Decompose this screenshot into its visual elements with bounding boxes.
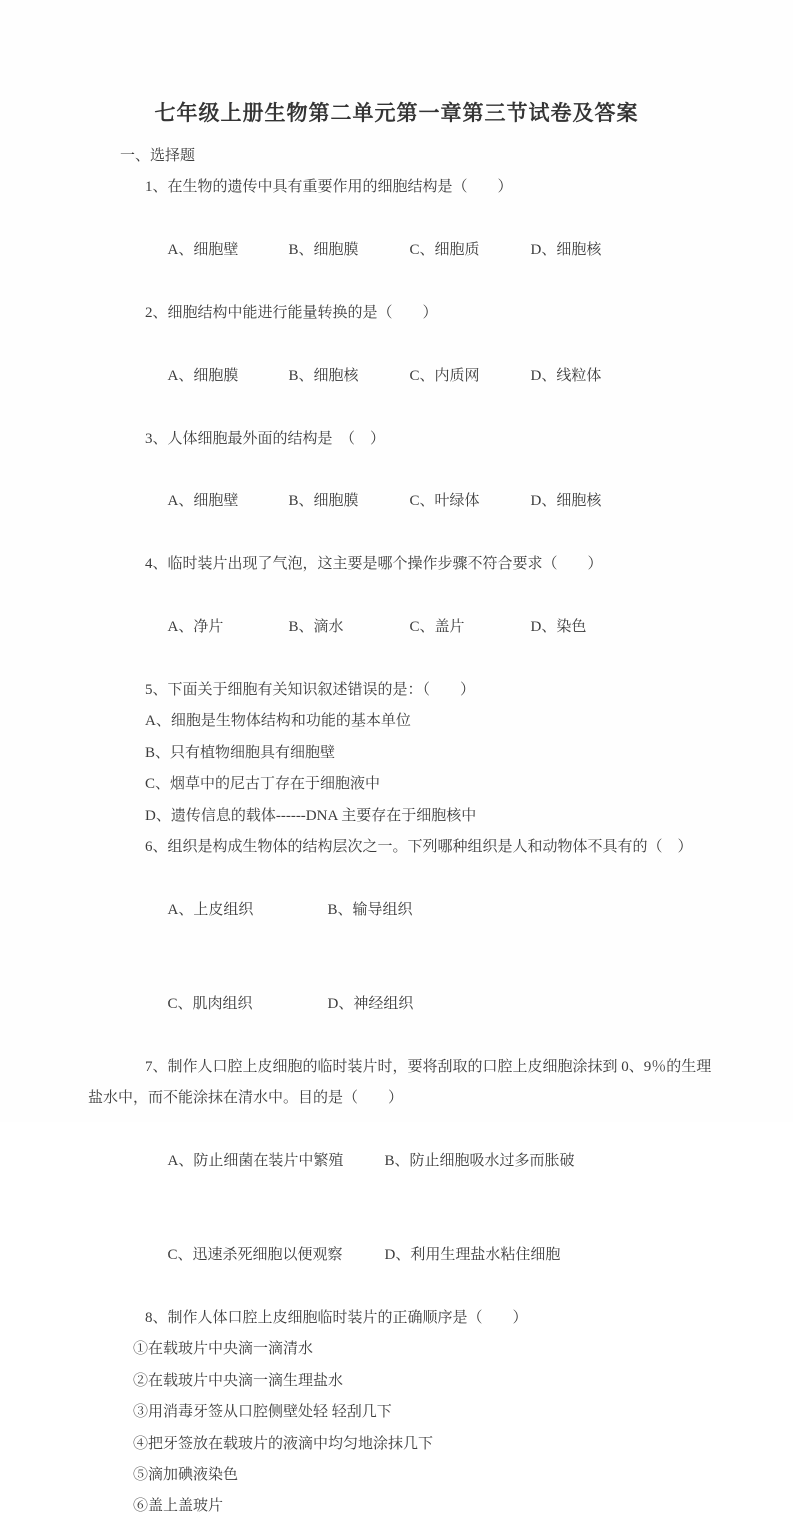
question-8-step-6: ⑥盖上盖玻片 bbox=[133, 1498, 224, 1515]
option-7-c: C、迅速杀死细胞以便观察 bbox=[167, 1247, 343, 1264]
question-2-options bbox=[88, 329, 713, 423]
option-4-b: B、滴水 bbox=[288, 619, 344, 636]
question-2-text: 2、细胞结构中能进行能量转换的是（ ） bbox=[145, 305, 438, 322]
option-6-b: B、输导组织 bbox=[327, 901, 413, 918]
option-6-c: C、肌肉组织 bbox=[167, 995, 253, 1012]
option-5-c: C、烟草中的尼古丁存在于细胞液中 bbox=[145, 776, 381, 793]
question-3-options bbox=[88, 455, 713, 549]
option-2-b: B、细胞核 bbox=[288, 367, 359, 384]
question-1-options bbox=[88, 204, 713, 298]
option-3-c: C、叶绿体 bbox=[409, 493, 480, 510]
option-3-b: B、细胞膜 bbox=[288, 493, 359, 510]
option-2-a: A、细胞膜 bbox=[167, 367, 239, 384]
option-7-d: D、利用生理盐水粘住细胞 bbox=[384, 1247, 561, 1264]
question-8-step-1: ①在载玻片中央滴一滴清水 bbox=[133, 1341, 314, 1358]
option-4-c: C、盖片 bbox=[409, 619, 465, 636]
question-6-options-row-1 bbox=[88, 863, 713, 957]
option-6-a: A、上皮组织 bbox=[167, 901, 254, 918]
question-6-options-row-2 bbox=[88, 958, 713, 1052]
option-1-b: B、细胞膜 bbox=[288, 242, 359, 259]
option-3-d: D、细胞核 bbox=[530, 493, 602, 510]
question-3-text: 3、人体细胞最外面的结构是 （ ） bbox=[145, 430, 386, 447]
option-7-a: A、防止细菌在装片中繁殖 bbox=[167, 1153, 344, 1169]
question-6-text: 6、组织是构成生物体的结构层次之一。下列哪种组织是人和动物体不具有的（ ） bbox=[145, 838, 693, 855]
option-4-d: D、染色 bbox=[530, 619, 587, 636]
question-8-text: 8、制作人体口腔上皮细胞临时装片的正确顺序是（ ） bbox=[145, 1310, 528, 1327]
document-title: 七年级上册生物第二单元第一章第三节试卷及答案 bbox=[154, 101, 639, 125]
question-4-text: 4、临时装片出现了气泡，这主要是哪个操作步骤不符合要求（ ） bbox=[145, 556, 603, 573]
question-8-step-5: ⑤滴加碘液染色 bbox=[133, 1467, 239, 1484]
question-7-options-row-2 bbox=[88, 1209, 713, 1303]
option-1-a: A、细胞壁 bbox=[167, 242, 239, 259]
option-4-a: A、净片 bbox=[167, 619, 224, 636]
question-7-options-row-1 bbox=[88, 1115, 713, 1209]
option-5-b: B、只有植物细胞具有细胞壁 bbox=[145, 744, 336, 761]
option-5-d: D、遗传信息的载体------DNA 主要存在于细胞核中 bbox=[145, 807, 477, 824]
section-heading: 一、选择题 bbox=[120, 148, 196, 164]
question-7-text-line-2: 盐水中，而不能涂抹在清水中。目的是（ ） bbox=[88, 1090, 404, 1107]
option-7-b: B、防止细胞吸水过多而胀破 bbox=[384, 1153, 575, 1169]
option-6-d: D、神经组织 bbox=[327, 995, 414, 1012]
question-5-text: 5、下面关于细胞有关知识叙述错误的是：（ ） bbox=[145, 681, 476, 698]
question-8-step-3: ③用消毒牙签从口腔侧壁处轻 轻刮几下 bbox=[133, 1404, 392, 1421]
option-2-d: D、线粒体 bbox=[530, 367, 602, 384]
option-1-c: C、细胞质 bbox=[409, 242, 480, 259]
document-body bbox=[0, 129, 793, 1523]
question-1-text: 1、在生物的遗传中具有重要作用的细胞结构是（ ） bbox=[145, 179, 513, 196]
option-3-a: A、细胞壁 bbox=[167, 493, 239, 510]
option-1-d: D、细胞核 bbox=[530, 242, 602, 259]
option-5-a: A、细胞是生物体结构和功能的基本单位 bbox=[145, 713, 411, 730]
question-8-step-4: ④把牙签放在载玻片的液滴中均匀地涂抹几下 bbox=[133, 1435, 434, 1452]
question-7-text-line-1: 7、制作人口腔上皮细胞的临时装片时，要将刮取的口腔上皮细胞涂抹到 0、9％的生理 bbox=[145, 1058, 712, 1075]
question-4-options bbox=[88, 581, 713, 675]
question-8-step-2: ②在载玻片中央滴一滴生理盐水 bbox=[133, 1372, 344, 1389]
option-2-c: C、内质网 bbox=[409, 367, 480, 384]
